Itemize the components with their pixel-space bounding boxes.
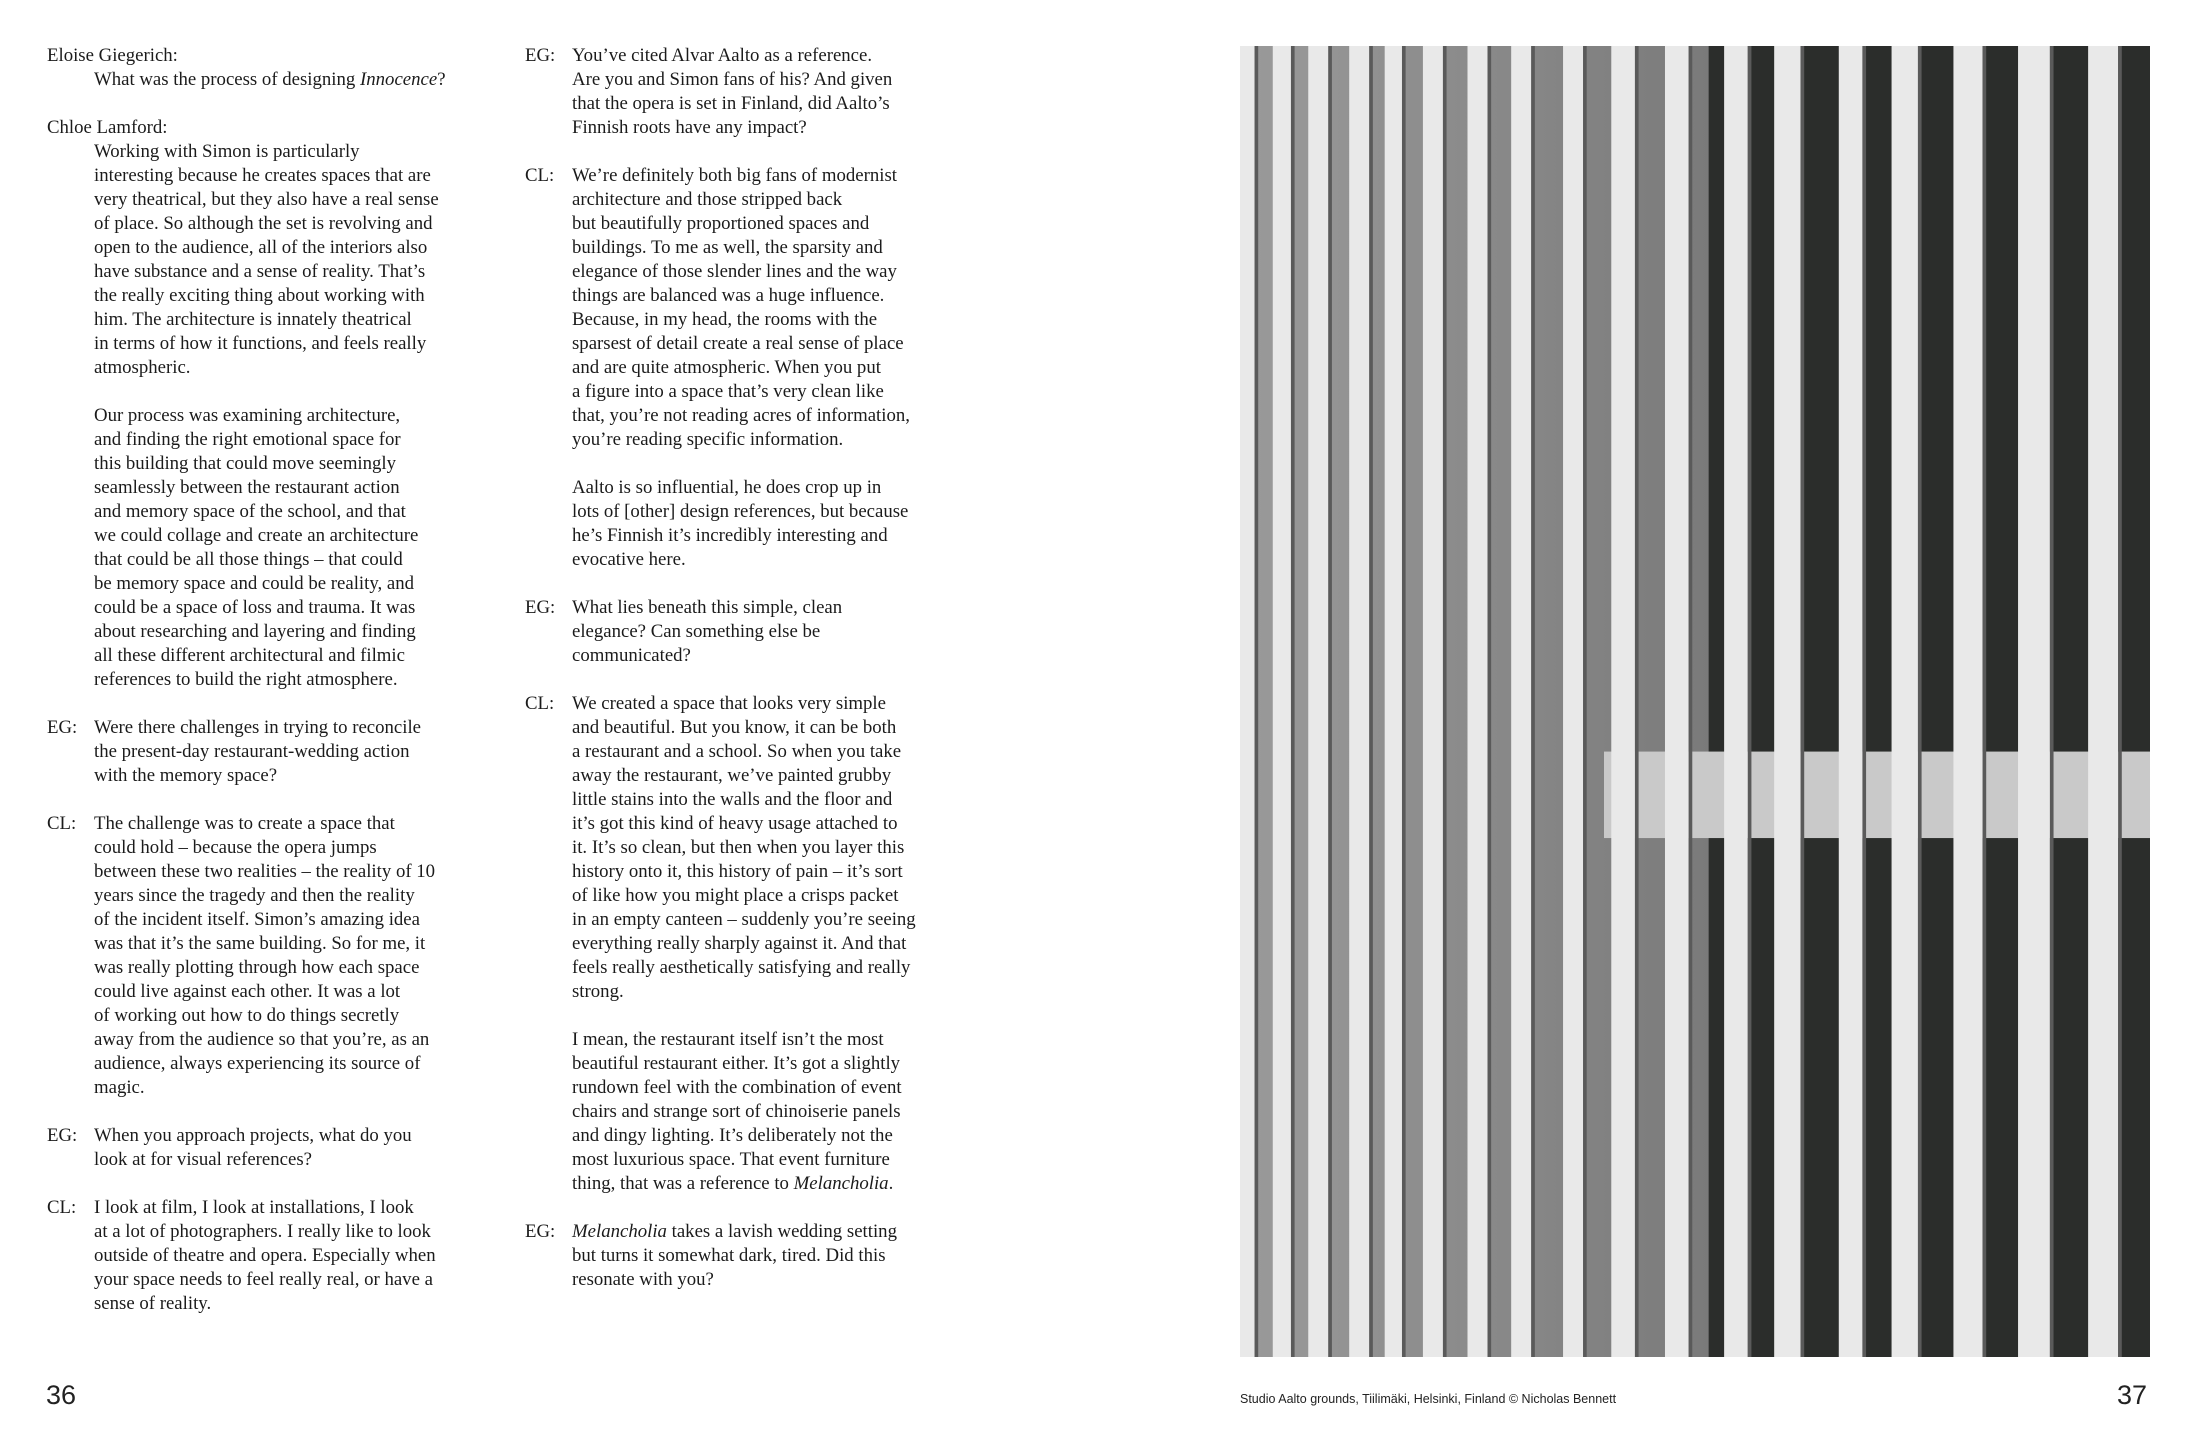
line-text: chairs and strange sort of chinoiserie panels	[572, 1101, 901, 1122]
line-text: of place. So although the set is revolving and	[94, 213, 433, 234]
photo-slat-shadow	[1689, 46, 1693, 1357]
photo-slat-shadow	[1255, 46, 1259, 1357]
photo-slat	[1953, 46, 1982, 1357]
line-text: of working out how to do things secretly	[94, 1005, 400, 1026]
line-text: between these two realities – the reality of 10	[94, 861, 436, 882]
line-text: and beautiful. But you know, it can be both	[572, 717, 897, 738]
photo-slat	[2018, 46, 2050, 1357]
speaker-label: CL:	[47, 813, 77, 834]
line-text: sense of reality.	[94, 1293, 212, 1314]
photo-slat-shadow	[1328, 46, 1332, 1357]
line-text: it. It’s so clean, but then when you layer this	[572, 837, 905, 858]
line-text: atmospheric.	[94, 357, 191, 378]
line-text: but beautifully proportioned spaces and	[572, 213, 870, 234]
line-text: Working with Simon is particularly	[94, 141, 360, 162]
photo-slat-shadow	[1443, 46, 1447, 1357]
line-text: look at for visual references?	[94, 1149, 312, 1170]
line-text: away the restaurant, we’ve painted grubby	[572, 765, 892, 786]
line-text: all these different architectural and filmic	[94, 645, 405, 666]
photo-slat	[1611, 46, 1635, 1357]
line-text: could hold – because the opera jumps	[94, 837, 377, 858]
line-text: little stains into the walls and the floor and	[572, 789, 893, 810]
photo-slat-shadow	[2050, 46, 2054, 1357]
line-text: When you approach projects, what do you	[94, 1125, 412, 1146]
photo-slat	[1468, 46, 1488, 1357]
photo-slat-shadow	[1583, 46, 1587, 1357]
speaker-label: CL:	[525, 693, 555, 714]
photo-slat-shadow	[1801, 46, 1805, 1357]
line-text: with the memory space?	[94, 765, 278, 786]
photo-slat-shadow	[1983, 46, 1987, 1357]
photo-slat-shadow	[1488, 46, 1492, 1357]
speaker-label: EG:	[525, 1221, 556, 1242]
photo-slat-shadow	[1369, 46, 1373, 1357]
speaker-label: EG:	[47, 717, 78, 738]
line-text: and finding the right emotional space for	[94, 429, 401, 450]
photo-slat	[1774, 46, 1800, 1357]
line-text: What lies beneath this simple, clean	[572, 597, 843, 618]
line-text: open to the audience, all of the interiors also	[94, 237, 428, 258]
line-text: Aalto is so influential, he does crop up in	[572, 477, 882, 498]
speaker-label: CL:	[47, 1197, 77, 1218]
line-text: could live against each other. It was a lot	[94, 981, 401, 1002]
line-text: and memory space of the school, and that	[94, 501, 406, 522]
line-text: rundown feel with the combination of event	[572, 1077, 902, 1098]
line-text: Were there challenges in trying to reconcile	[94, 717, 422, 738]
line-text: of the incident itself. Simon’s amazing idea	[94, 909, 420, 930]
photo-slat	[1423, 46, 1443, 1357]
line-text: you’re reading specific information.	[572, 429, 844, 450]
line-text: he’s Finnish it’s incredibly interesting and	[572, 525, 888, 546]
line-text: very theatrical, but they also have a real sense	[94, 189, 439, 210]
line-text: be memory space and could be reality, and	[94, 573, 415, 594]
line-text: of like how you might place a crisps packet	[572, 885, 899, 906]
line-text: communicated?	[572, 645, 691, 666]
line-text: I look at film, I look at installations, I look	[94, 1197, 414, 1218]
line-text: feels really aesthetically satisfying and really	[572, 957, 911, 978]
line-text: him. The architecture is innately theatrical	[94, 309, 412, 330]
speaker-name: Chloe Lamford:	[47, 117, 168, 138]
speaker-label: EG:	[525, 45, 556, 66]
line-text: magic.	[94, 1077, 145, 1098]
line-text: a figure into a space that’s very clean like	[572, 381, 884, 402]
line-text: things are balanced was a huge influence.	[572, 285, 885, 306]
line-text: that, you’re not reading acres of information,	[572, 405, 910, 426]
line-text: years since the tragedy and then the reality	[94, 885, 415, 906]
photo-caption: Studio Aalto grounds, Tiilimäki, Helsinki, Finland © Nicholas Bennett	[1240, 1392, 1617, 1406]
line-text: away from the audience so that you’re, as an	[94, 1029, 430, 1050]
line-text: Our process was examining architecture,	[94, 405, 401, 426]
line-text: and are quite atmospheric. When you put	[572, 357, 881, 378]
photo-slat	[1349, 46, 1369, 1357]
line-text: thing, that was a reference to Melancholia.	[572, 1173, 894, 1194]
line-text: but turns it somewhat dark, tired. Did this	[572, 1245, 886, 1266]
photo-slat-shadow	[1531, 46, 1535, 1357]
line-text: in an empty canteen – suddenly you’re seeing	[572, 909, 916, 930]
photo-slat	[1892, 46, 1918, 1357]
line-text: references to build the right atmosphere.	[94, 669, 398, 690]
line-text: Melancholia takes a lavish wedding setting	[572, 1221, 897, 1242]
line-text: architecture and those stripped back	[572, 189, 843, 210]
line-text: buildings. To me as well, the sparsity and	[572, 237, 883, 258]
photo-slat	[1665, 46, 1689, 1357]
line-text: at a lot of photographers. I really like to look	[94, 1221, 431, 1242]
line-text: elegance? Can something else be	[572, 621, 821, 642]
photo-slat	[1563, 46, 1583, 1357]
photo-slat-shadow	[2118, 46, 2122, 1357]
photo-slat-shadow	[1748, 46, 1752, 1357]
line-text: Finnish roots have any impact?	[572, 117, 807, 138]
line-text: I mean, the restaurant itself isn’t the most	[572, 1029, 884, 1050]
photo-slat-shadow	[1635, 46, 1639, 1357]
line-text: could be a space of loss and trauma. It was	[94, 597, 416, 618]
line-text: What was the process of designing Innocence?	[94, 69, 446, 90]
line-text: audience, always experiencing its source of	[94, 1053, 421, 1074]
line-text: we could collage and create an architecture	[94, 525, 419, 546]
photo-slat-shadow	[1291, 46, 1295, 1357]
line-text: evocative here.	[572, 549, 686, 570]
line-text: interesting because he creates spaces that are	[94, 165, 431, 186]
photo-slat-shadow	[1918, 46, 1922, 1357]
line-text: this building that could move seemingly	[94, 453, 397, 474]
line-text: We’re definitely both big fans of modernist	[572, 165, 897, 186]
photo-slat	[1839, 46, 1863, 1357]
speaker-label: EG:	[525, 597, 556, 618]
line-text: in terms of how it functions, and feels really	[94, 333, 427, 354]
photo-slat	[1385, 46, 1402, 1357]
line-text: and dingy lighting. It’s deliberately not the	[572, 1125, 893, 1146]
line-text: most luxurious space. That event furniture	[572, 1149, 890, 1170]
line-text: that could be all those things – that could	[94, 549, 403, 570]
line-text: We created a space that looks very simple	[572, 693, 886, 714]
photo-slat	[1724, 46, 1748, 1357]
photo-slat-shadow	[1862, 46, 1866, 1357]
photo-slat	[2088, 46, 2118, 1357]
line-text: have substance and a sense of reality. That’s	[94, 261, 426, 282]
speaker-name: Eloise Giegerich:	[47, 45, 178, 66]
photo-slat	[1273, 46, 1291, 1357]
line-text: the present-day restaurant-wedding action	[94, 741, 410, 762]
line-text: the really exciting thing about working with	[94, 285, 425, 306]
line-text: Because, in my head, the rooms with the	[572, 309, 878, 330]
line-text: was really plotting through how each space	[94, 957, 420, 978]
photo-wooden-slats	[1240, 46, 2150, 1357]
line-text: The challenge was to create a space that	[94, 813, 395, 834]
line-text: sparsest of detail create a real sense of place	[572, 333, 904, 354]
line-text: your space needs to feel really real, or have a	[94, 1269, 433, 1290]
line-text: You’ve cited Alvar Aalto as a reference.	[572, 45, 873, 66]
photo-slat-shadow	[1402, 46, 1406, 1357]
line-text: outside of theatre and opera. Especially when	[94, 1245, 436, 1266]
page-number-left: 36	[46, 1380, 77, 1410]
line-text: beautiful restaurant either. It’s got a slightly	[572, 1053, 901, 1074]
speaker-label: EG:	[47, 1125, 78, 1146]
page-number-right: 37	[2117, 1380, 2148, 1410]
line-text: strong.	[572, 981, 624, 1002]
line-text: about researching and layering and finding	[94, 621, 416, 642]
line-text: lots of [other] design references, but because	[572, 501, 909, 522]
line-text: was that it’s the same building. So for me, it	[94, 933, 426, 954]
line-text: seamlessly between the restaurant action	[94, 477, 400, 498]
line-text: it’s got this kind of heavy usage attached to	[572, 813, 898, 834]
line-text: a restaurant and a school. So when you take	[572, 741, 902, 762]
photo-slat	[1240, 46, 1255, 1357]
line-text: elegance of those slender lines and the way	[572, 261, 897, 282]
photo-slat	[1511, 46, 1531, 1357]
speaker-label: CL:	[525, 165, 555, 186]
line-text: everything really sharply against it. And that	[572, 933, 907, 954]
line-text: resonate with you?	[572, 1269, 714, 1290]
line-text: that the opera is set in Finland, did Aalto’s	[572, 93, 890, 114]
line-text: history onto it, this history of pain – it’s sort	[572, 861, 903, 882]
line-text: Are you and Simon fans of his? And given	[572, 69, 893, 90]
photo-slat	[1308, 46, 1328, 1357]
